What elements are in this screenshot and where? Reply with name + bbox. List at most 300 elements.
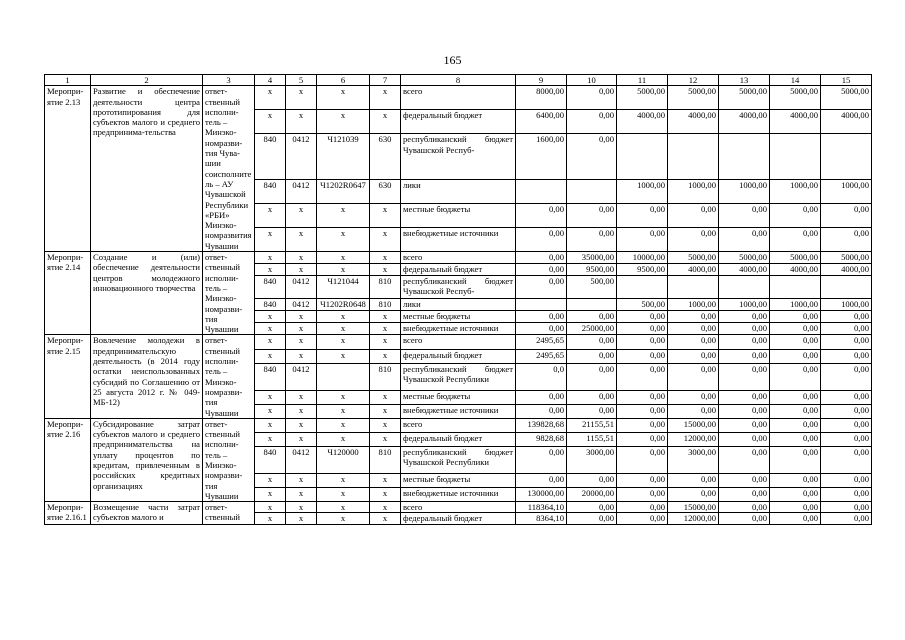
amount-cell: 0,00 [617,349,668,363]
budget-code-c5: 0412 [286,299,317,311]
amount-cell: 5000,00 [617,86,668,110]
amount-cell: 0,00 [821,335,872,349]
budget-table [44,74,872,525]
budget-code-c6: x [317,488,370,502]
amount-cell [567,299,617,311]
budget-code-c6: x [317,311,370,323]
amount-cell: 0,00 [719,311,770,323]
budget-code-c7: x [370,110,401,134]
funding-source: лики [401,299,516,311]
amount-cell: 3000,00 [668,446,719,473]
amount-cell: 0,00 [770,323,821,335]
budget-code-c5: x [286,390,317,404]
amount-cell: 0,00 [516,323,567,335]
amount-cell: 35000,00 [567,252,617,264]
budget-code-c4: x [255,86,286,110]
budget-code-c5: x [286,110,317,134]
budget-code-c6: x [317,473,370,487]
budget-code-c4: x [255,488,286,502]
amount-cell: 4000,00 [821,110,872,134]
measure-description: Возмещение части затрат субъектов малого и [91,502,203,525]
funding-source: внебюджетные источники [401,488,516,502]
budget-code-c7: x [370,228,401,252]
budget-code-c4: x [255,323,286,335]
amount-cell [516,180,567,204]
measure-description: Развитие и обеспечение деятельности центра прототипирования для субъектов малого и среднего предпринима-тельства [91,86,203,252]
amount-cell: 8364,10 [516,513,567,524]
amount-cell: 0,00 [567,363,617,390]
page-number: 165 [443,53,462,67]
amount-cell: 0,00 [617,228,668,252]
amount-cell: 0,00 [516,276,567,299]
budget-code-c5: x [286,311,317,323]
budget-code-c7: x [370,264,401,276]
amount-cell: 0,00 [770,311,821,323]
amount-cell: 5000,00 [821,252,872,264]
amount-cell: 1000,00 [668,299,719,311]
amount-cell [516,299,567,311]
budget-code-c7: x [370,432,401,446]
budget-code-c6: x [317,228,370,252]
budget-code-c6: Ч121044 [317,276,370,299]
amount-cell: 5000,00 [719,252,770,264]
funding-source: всего [401,502,516,513]
budget-code-c7: x [370,323,401,335]
budget-code-c7: x [370,390,401,404]
amount-cell: 0,00 [770,502,821,513]
amount-cell: 0,00 [617,335,668,349]
budget-code-c7: x [370,86,401,110]
amount-cell: 0,00 [770,473,821,487]
amount-cell: 1155,51 [567,432,617,446]
amount-cell: 0,00 [770,446,821,473]
budget-code-c6: x [317,432,370,446]
amount-cell: 0,00 [719,432,770,446]
amount-cell: 0,00 [719,335,770,349]
column-number: 9 [516,75,567,86]
amount-cell: 139828,68 [516,418,567,432]
amount-cell: 4000,00 [617,110,668,134]
budget-code-c5: 0412 [286,134,317,180]
budget-code-c6: x [317,110,370,134]
budget-code-c5: x [286,252,317,264]
funding-source: всего [401,86,516,110]
amount-cell: 0,00 [516,228,567,252]
table-row [45,86,872,110]
budget-code-c4: 840 [255,276,286,299]
budget-code-c4: x [255,264,286,276]
column-number: 1 [45,75,91,86]
budget-code-c6: x [317,86,370,110]
amount-cell: 0,00 [668,363,719,390]
amount-cell: 1000,00 [770,180,821,204]
amount-cell: 0,00 [668,349,719,363]
funding-source: местные бюджеты [401,311,516,323]
budget-code-c7: x [370,335,401,349]
budget-code-c6: Ч121039 [317,134,370,180]
amount-cell: 1000,00 [821,299,872,311]
funding-source: местные бюджеты [401,473,516,487]
amount-cell: 0,00 [567,502,617,513]
amount-cell: 0,00 [770,513,821,524]
amount-cell: 5000,00 [668,252,719,264]
amount-cell: 0,00 [567,513,617,524]
amount-cell: 0,00 [516,264,567,276]
column-number: 8 [401,75,516,86]
amount-cell: 0,00 [617,432,668,446]
amount-cell: 0,00 [770,404,821,418]
amount-cell: 0,00 [770,335,821,349]
amount-cell: 0,00 [770,363,821,390]
measure-id: Меропри-ятие 2.16 [45,418,91,501]
amount-cell: 4000,00 [719,264,770,276]
amount-cell: 0,00 [516,473,567,487]
measure-id: Меропри-ятие 2.14 [45,252,91,335]
amount-cell: 0,00 [567,311,617,323]
responsible-executor: ответ-ственный исполни-тель – Минэко-номразви-тия Чувашии [203,252,255,335]
amount-cell: 0,00 [567,86,617,110]
amount-cell: 0,00 [821,432,872,446]
amount-cell: 0,00 [719,502,770,513]
amount-cell: 0,00 [719,204,770,228]
budget-code-c4: 840 [255,363,286,390]
amount-cell: 0,00 [719,404,770,418]
budget-code-c6: x [317,404,370,418]
amount-cell: 0,00 [617,404,668,418]
amount-cell: 0,00 [617,502,668,513]
budget-code-c5: 0412 [286,276,317,299]
budget-code-c6: Ч1202R0647 [317,180,370,204]
column-number: 3 [203,75,255,86]
amount-cell: 0,00 [770,390,821,404]
budget-code-c5: 0412 [286,180,317,204]
amount-cell: 0,00 [821,228,872,252]
funding-source: всего [401,335,516,349]
amount-cell: 0,00 [617,204,668,228]
amount-cell: 0,00 [668,204,719,228]
budget-code-c5: x [286,204,317,228]
amount-cell: 0,00 [617,513,668,524]
amount-cell: 4000,00 [821,264,872,276]
amount-cell: 0,00 [668,473,719,487]
column-number: 11 [617,75,668,86]
amount-cell [668,276,719,299]
budget-code-c6: x [317,323,370,335]
amount-cell: 0,00 [668,404,719,418]
funding-source: федеральный бюджет [401,513,516,524]
budget-code-c4: 840 [255,446,286,473]
amount-cell: 4000,00 [668,110,719,134]
amount-cell: 5000,00 [821,86,872,110]
budget-code-c6: x [317,335,370,349]
amount-cell: 0,00 [719,418,770,432]
amount-cell: 0,00 [617,418,668,432]
amount-cell: 0,00 [770,488,821,502]
budget-code-c6: x [317,204,370,228]
amount-cell: 4000,00 [719,110,770,134]
column-number: 4 [255,75,286,86]
budget-code-c7: 630 [370,180,401,204]
budget-code-c4: x [255,404,286,418]
amount-cell: 500,00 [617,299,668,311]
budget-code-c7: x [370,418,401,432]
funding-source: республиканский бюджет Чувашской Респуб- [401,276,516,299]
amount-cell: 0,00 [770,418,821,432]
funding-source: федеральный бюджет [401,349,516,363]
amount-cell: 0,00 [821,204,872,228]
amount-cell: 0,00 [617,363,668,390]
budget-code-c6: x [317,349,370,363]
amount-cell [617,276,668,299]
budget-code-c4: x [255,311,286,323]
column-number: 6 [317,75,370,86]
amount-cell: 0,00 [821,404,872,418]
budget-code-c4: x [255,349,286,363]
amount-cell: 0,00 [719,513,770,524]
amount-cell: 2495,65 [516,349,567,363]
amount-cell: 0,00 [821,513,872,524]
budget-code-c7: x [370,513,401,524]
funding-source: федеральный бюджет [401,110,516,134]
funding-source: внебюджетные источники [401,323,516,335]
budget-code-c5: x [286,473,317,487]
budget-code-c6: Ч1202R0648 [317,299,370,311]
amount-cell: 0,00 [770,432,821,446]
amount-cell: 12000,00 [668,513,719,524]
amount-cell: 9500,00 [617,264,668,276]
amount-cell: 8000,00 [516,86,567,110]
amount-cell: 9828,68 [516,432,567,446]
amount-cell: 0,00 [617,311,668,323]
budget-code-c5: 0412 [286,363,317,390]
amount-cell: 0,00 [567,390,617,404]
budget-code-c4: x [255,228,286,252]
funding-source: внебюджетные источники [401,404,516,418]
funding-source: местные бюджеты [401,204,516,228]
budget-code-c7: x [370,349,401,363]
budget-code-c4: x [255,204,286,228]
amount-cell: 3000,00 [567,446,617,473]
amount-cell: 1000,00 [617,180,668,204]
responsible-executor: ответ-ственный исполни-тель – Минэко-номразви-тия Чувашии [203,335,255,418]
funding-source: местные бюджеты [401,390,516,404]
budget-code-c7: 810 [370,299,401,311]
amount-cell: 5000,00 [770,86,821,110]
budget-code-c7: x [370,502,401,513]
amount-cell: 0,00 [668,335,719,349]
budget-code-c4: x [255,473,286,487]
amount-cell: 0,00 [770,349,821,363]
table-row [45,502,872,513]
budget-code-c7: 810 [370,363,401,390]
budget-code-c7: x [370,252,401,264]
budget-code-c6: x [317,252,370,264]
column-number: 13 [719,75,770,86]
amount-cell: 0,00 [719,473,770,487]
amount-cell: 0,00 [567,228,617,252]
amount-cell: 0,00 [719,390,770,404]
budget-code-c6: x [317,513,370,524]
amount-cell: 0,00 [668,488,719,502]
amount-cell: 21155,51 [567,418,617,432]
budget-code-c4: x [255,390,286,404]
budget-code-c4: x [255,513,286,524]
column-number: 2 [91,75,203,86]
budget-code-c4: x [255,252,286,264]
budget-code-c5: x [286,488,317,502]
amount-cell [617,134,668,180]
amount-cell: 0,00 [770,204,821,228]
amount-cell [821,276,872,299]
amount-cell [668,134,719,180]
funding-source: федеральный бюджет [401,432,516,446]
column-number: 5 [286,75,317,86]
column-number: 10 [567,75,617,86]
amount-cell: 4000,00 [668,264,719,276]
budget-code-c7: 810 [370,446,401,473]
amount-cell: 0,00 [719,323,770,335]
funding-source: всего [401,418,516,432]
budget-code-c4: 840 [255,180,286,204]
funding-source: республиканский бюджет Чувашской Республики [401,363,516,390]
amount-cell: 0,00 [516,252,567,264]
measure-description: Субсидирование затрат субъектов малого и среднего предпринимательства на уплату процентов по кредитам, привлеченным в российских кредитных организациях [91,418,203,501]
amount-cell: 0,00 [617,446,668,473]
amount-cell: 1000,00 [719,299,770,311]
amount-cell: 0,00 [567,134,617,180]
budget-code-c5: x [286,418,317,432]
amount-cell: 0,00 [617,473,668,487]
amount-cell: 5000,00 [719,86,770,110]
table-row [45,418,872,432]
funding-source: республиканский бюджет Чувашской Республики [401,446,516,473]
amount-cell: 1000,00 [770,299,821,311]
amount-cell: 0,00 [821,390,872,404]
responsible-executor: ответ-ственный исполни-тель – Минэко-номразви-тия Чува-шии соисполнитель – АУ Чувашской Республики «РБИ» Минэко-номразвития Чувашии [203,86,255,252]
budget-code-c5: x [286,228,317,252]
budget-code-c4: 840 [255,134,286,180]
amount-cell: 500,00 [567,276,617,299]
budget-code-c5: x [286,432,317,446]
amount-cell: 118364,10 [516,502,567,513]
budget-code-c5: x [286,323,317,335]
amount-cell: 1000,00 [668,180,719,204]
table-row [45,335,872,349]
amount-cell [719,276,770,299]
amount-cell: 4000,00 [770,110,821,134]
amount-cell: 5000,00 [668,86,719,110]
budget-code-c7: x [370,204,401,228]
amount-cell: 0,00 [668,311,719,323]
amount-cell: 5000,00 [770,252,821,264]
column-number: 14 [770,75,821,86]
budget-code-c4: x [255,335,286,349]
amount-cell: 0,00 [516,311,567,323]
budget-code-c7: x [370,404,401,418]
amount-cell: 25000,00 [567,323,617,335]
amount-cell: 0,00 [821,488,872,502]
responsible-executor: ответ-ственный [203,502,255,525]
amount-cell: 0,00 [821,349,872,363]
budget-code-c5: x [286,502,317,513]
amount-cell: 0,00 [821,446,872,473]
budget-code-c6 [317,363,370,390]
responsible-executor: ответ-ственный исполни-тель – Минэко-номразви-тия Чувашии [203,418,255,501]
budget-code-c6: Ч120000 [317,446,370,473]
amount-cell: 0,00 [821,502,872,513]
funding-source: республиканский бюджет Чувашской Респуб- [401,134,516,180]
amount-cell: 0,00 [567,404,617,418]
amount-cell: 0,00 [821,311,872,323]
budget-code-c6: x [317,418,370,432]
amount-cell: 0,00 [617,390,668,404]
amount-cell [770,276,821,299]
amount-cell: 0,00 [719,349,770,363]
amount-cell: 0,00 [516,446,567,473]
budget-code-c5: x [286,335,317,349]
amount-cell: 0,00 [617,323,668,335]
budget-code-c6: x [317,390,370,404]
amount-cell: 0,00 [567,204,617,228]
amount-cell: 0,00 [668,323,719,335]
amount-cell: 20000,00 [567,488,617,502]
amount-cell: 0,0 [516,363,567,390]
amount-cell: 0,00 [719,228,770,252]
funding-source: лики [401,180,516,204]
amount-cell: 0,00 [821,323,872,335]
funding-source: всего [401,252,516,264]
amount-cell: 0,00 [821,363,872,390]
budget-code-c7: 630 [370,134,401,180]
amount-cell: 4000,00 [770,264,821,276]
budget-code-c7: 810 [370,276,401,299]
budget-code-c4: 840 [255,299,286,311]
amount-cell: 0,00 [719,363,770,390]
budget-code-c6: x [317,264,370,276]
amount-cell [821,134,872,180]
amount-cell: 0,00 [719,446,770,473]
amount-cell [567,180,617,204]
measure-id: Меропри-ятие 2.15 [45,335,91,418]
amount-cell: 2495,65 [516,335,567,349]
amount-cell: 9500,00 [567,264,617,276]
budget-code-c5: x [286,86,317,110]
amount-cell: 0,00 [821,473,872,487]
budget-code-c7: x [370,473,401,487]
amount-cell: 0,00 [719,488,770,502]
budget-code-c4: x [255,432,286,446]
column-number: 15 [821,75,872,86]
amount-cell: 1000,00 [821,180,872,204]
amount-cell: 130000,00 [516,488,567,502]
amount-cell [719,134,770,180]
amount-cell: 0,00 [567,349,617,363]
funding-source: внебюджетные источники [401,228,516,252]
budget-code-c6: x [317,502,370,513]
budget-code-c4: x [255,418,286,432]
amount-cell: 0,00 [567,110,617,134]
amount-cell: 0,00 [668,390,719,404]
column-number-row [45,75,872,86]
column-number: 12 [668,75,719,86]
measure-id: Меропри-ятие 2.16.1 [45,502,91,525]
amount-cell: 6400,00 [516,110,567,134]
budget-code-c7: x [370,311,401,323]
amount-cell [770,134,821,180]
funding-source: федеральный бюджет [401,264,516,276]
budget-code-c5: 0412 [286,446,317,473]
amount-cell: 12000,00 [668,432,719,446]
